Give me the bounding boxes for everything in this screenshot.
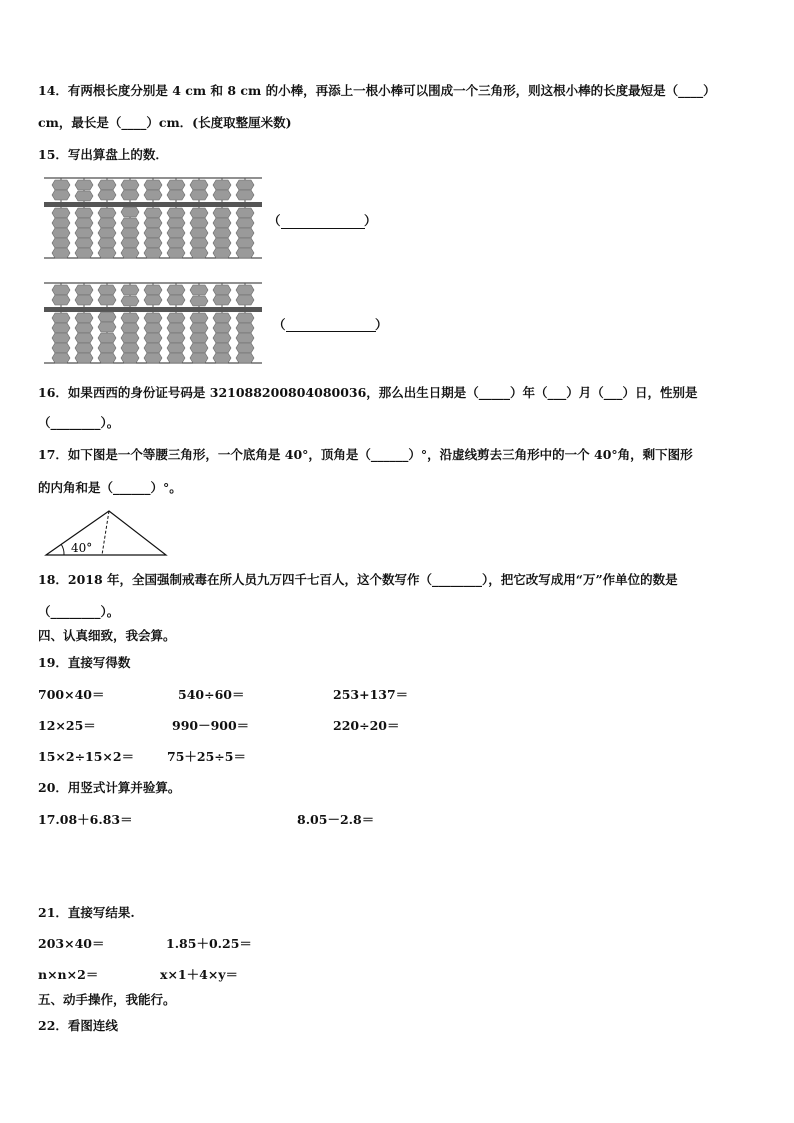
q14-line2: cm，最长是（____）cm．(长度取整厘米数) [38,115,292,130]
abacus-bead [236,228,254,238]
q17-line2: 的内角和是（______）°。 [38,480,182,495]
abacus-bead [190,285,208,295]
abacus-bead [98,228,116,238]
abacus-bead [144,295,162,305]
abacus-bead [52,323,70,333]
abacus-bead [52,228,70,238]
abacus-bead [52,353,70,363]
q19-item: 990－900＝ [172,718,250,733]
abacus-bead [98,295,116,305]
abacus-bead [167,353,185,363]
cut-dashed-line [102,511,109,555]
abacus-bead [190,296,208,306]
abacus-bead [213,238,231,248]
abacus-bead [144,353,162,363]
abacus-bead [121,180,139,190]
abacus-bead [167,238,185,248]
q19-item: 75＋25÷5＝ [167,749,246,764]
abacus-bead [98,312,116,322]
abacus-1 [44,177,262,259]
abacus-bead [213,323,231,333]
abacus-bead [75,333,93,343]
abacus-bead [213,285,231,295]
abacus-bead [75,353,93,363]
abacus-bead [98,353,116,363]
abacus-bead [75,238,93,248]
q18-line1: 18．2018 年，全国强制戒毒在所人员九万四千七百人，这个数写作（________），把它改写成用“万”作单位的数是 [38,572,678,587]
q20-item: 8.05－2.8＝ [297,812,375,827]
abacus-bead [213,313,231,323]
q19-item: 12×25＝ [38,718,96,733]
abacus-bead [167,190,185,200]
angle-arc [61,544,64,555]
abacus-bead [213,180,231,190]
abacus-bead [167,295,185,305]
abacus-bead [236,353,254,363]
abacus-beam [44,307,262,312]
abacus-bead [190,190,208,200]
abacus-bead [98,190,116,200]
abacus-bead [236,218,254,228]
abacus-bead [190,238,208,248]
abacus-bead [52,313,70,323]
abacus-bead [213,343,231,353]
q19-item: 15×2÷15×2＝ [38,749,135,764]
abacus-bead [144,323,162,333]
abacus-beam [44,202,262,207]
q16-line1: 16．如果西西的身份证号码是 321088200804080036，那么出生日期是（_____）年（___）月（___）日，性别是 [38,385,698,400]
q15-answer-1-blank[interactable] [281,228,365,229]
q21-item: x×1＋4×y＝ [160,967,239,982]
abacus-bead [52,295,70,305]
section-4-heading: 四、认真细致，我会算。 [38,628,176,643]
q19-item: 220÷20＝ [333,718,400,733]
abacus-bead [121,207,139,217]
abacus-bead [98,285,116,295]
section-5-heading: 五、动手操作，我能行。 [38,992,176,1007]
abacus-bead [121,218,139,228]
abacus-bead [167,180,185,190]
q16-line2: （________）。 [38,415,120,430]
q18-line2: （________）。 [38,604,120,619]
abacus-bead [236,238,254,248]
abacus-bead [121,285,139,295]
q15-title: 15．写出算盘上的数． [38,147,168,162]
q21-item: 203×40＝ [38,936,105,951]
abacus-bead [75,343,93,353]
abacus-bead [167,333,185,343]
q15-answer-2-close: ） [375,317,388,332]
abacus-bead [213,248,231,258]
q21-title: 21．直接写结果. [38,905,135,920]
q19-item: 700×40＝ [38,687,105,702]
abacus-bead [98,180,116,190]
abacus-bead [236,248,254,258]
abacus-bead [190,323,208,333]
abacus-bead [236,343,254,353]
abacus-bead [52,190,70,200]
abacus-bead [236,323,254,333]
abacus-bead [75,208,93,218]
abacus-bead [75,295,93,305]
abacus-bead [144,248,162,258]
abacus-bead [144,180,162,190]
abacus-bead [121,248,139,258]
abacus-bead [167,248,185,258]
abacus-bead [98,333,116,343]
abacus-bead [144,208,162,218]
abacus-bead [213,190,231,200]
abacus-bead [75,218,93,228]
q20-title: 20．用竖式计算并验算。 [38,780,181,795]
abacus-bead [167,228,185,238]
abacus-bead [98,208,116,218]
abacus-bead [144,218,162,228]
abacus-bead [121,323,139,333]
abacus-bead [52,218,70,228]
abacus-bead [98,322,116,332]
abacus-bead [75,191,93,201]
q20-item: 17.08＋6.83＝ [38,812,133,827]
q19-title: 19．直接写得数 [38,655,131,670]
abacus-bead [75,285,93,295]
abacus-bead [144,333,162,343]
q15-answer-1-close: ） [364,213,377,228]
abacus-bead [190,180,208,190]
abacus-bead [52,238,70,248]
q21-item: 1.85＋0.25＝ [166,936,252,951]
abacus-bead [98,218,116,228]
abacus-bead [121,238,139,248]
abacus-bead [190,333,208,343]
abacus-bead [52,285,70,295]
abacus-bead [144,190,162,200]
q15-answer-2-blank[interactable] [286,331,376,332]
abacus-bead [121,313,139,323]
abacus-bead [236,208,254,218]
abacus-bead [190,353,208,363]
abacus-bead [167,343,185,353]
q19-item: 540÷60＝ [178,687,245,702]
abacus-bead [52,343,70,353]
abacus-bead [144,343,162,353]
abacus-bead [236,285,254,295]
abacus-bead [144,238,162,248]
abacus-bead [167,323,185,333]
abacus-bead [144,285,162,295]
q17-line1: 17．如下图是一个等腰三角形，一个底角是 40°，顶角是（______）°，沿虚线剪去三角形中的一个 40°角，剩下图形 [38,447,693,462]
abacus-bead [213,228,231,238]
abacus-bead [190,218,208,228]
abacus-bead [213,295,231,305]
abacus-bead [98,343,116,353]
abacus-bead [75,248,93,258]
q19-item: 253+137＝ [333,687,409,702]
abacus-bead [121,333,139,343]
abacus-bead [236,313,254,323]
abacus-bead [213,218,231,228]
abacus-bead [121,228,139,238]
q15-answer-1-open: （ [268,213,281,228]
abacus-bead [52,333,70,343]
abacus-bead [213,353,231,363]
q22-title: 22．看图连线 [38,1018,118,1033]
isosceles-triangle-figure [44,508,170,558]
abacus-bead [52,180,70,190]
abacus-bead [121,296,139,306]
abacus-bead [190,248,208,258]
abacus-bead [121,190,139,200]
abacus-bead [167,285,185,295]
abacus-bead [144,313,162,323]
abacus-bead [190,228,208,238]
abacus-bead [75,313,93,323]
abacus-bead [236,333,254,343]
q14-line1: 14．有两根长度分别是 4 cm 和 8 cm 的小棒，再添上一根小棒可以围成一个三角形，则这根小棒的长度最短是（____） [38,83,716,98]
angle-label: 40° [71,541,93,555]
abacus-bead [167,313,185,323]
abacus-bead [144,228,162,238]
q21-item: n×n×2＝ [38,967,99,982]
abacus-bead [75,323,93,333]
abacus-bead [236,180,254,190]
abacus-bead [236,295,254,305]
abacus-bead [75,180,93,190]
abacus-bead [98,248,116,258]
abacus-bead [98,238,116,248]
abacus-bead [190,343,208,353]
abacus-bead [121,343,139,353]
abacus-bead [213,208,231,218]
abacus-2 [44,282,262,364]
abacus-bead [190,208,208,218]
abacus-bead [75,228,93,238]
abacus-bead [52,248,70,258]
abacus-bead [121,353,139,363]
abacus-bead [52,208,70,218]
abacus-bead [167,218,185,228]
abacus-bead [236,190,254,200]
abacus-bead [190,313,208,323]
q15-answer-2-open: （ [273,317,286,332]
abacus-bead [213,333,231,343]
abacus-bead [167,208,185,218]
